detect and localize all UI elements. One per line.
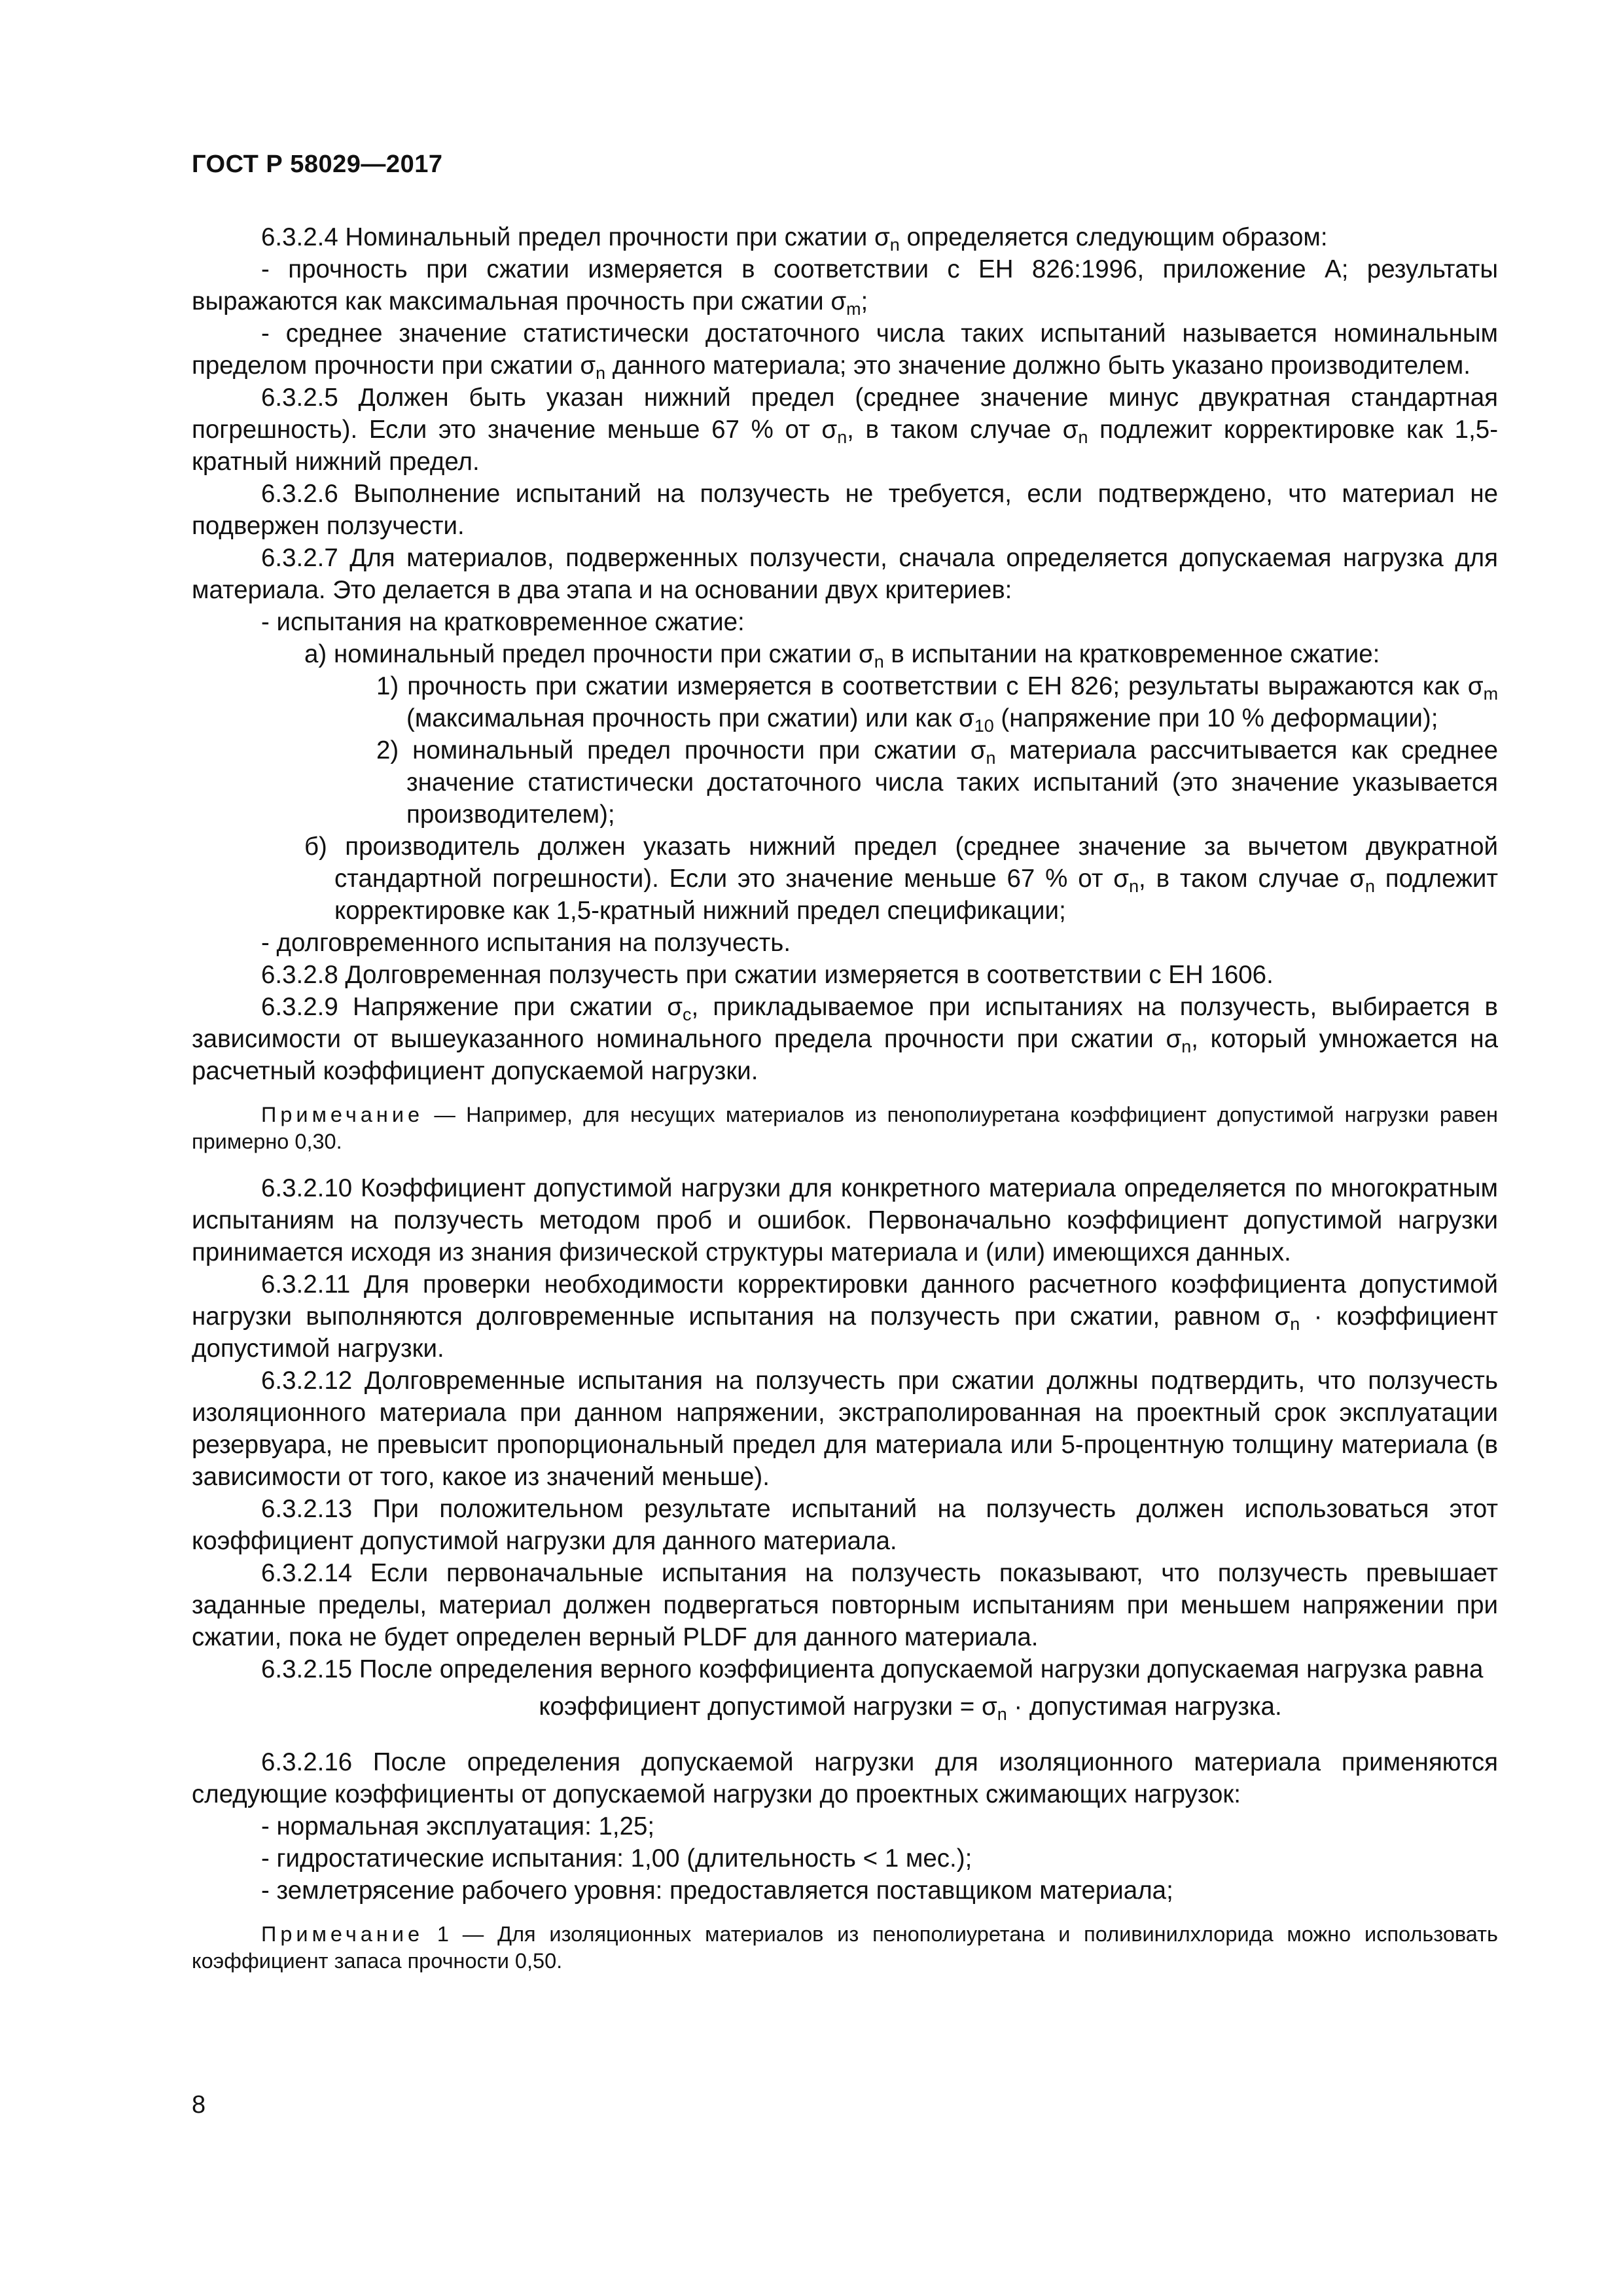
paragraph-6-3-2-12: 6.3.2.12 Долговременные испытания на ползучесть при сжатии должны подтвердить, что ползучесть изоляционного материала при данном напряжении, экстраполированная на проектный срок эксплуатации резервуара, не превысит пропорциональный предел для материала или 5-процентную толщину материала (в зависимости от того, какое из значений меньше). [192, 1367, 1498, 1491]
note-2: Примечание 1 — Для изоляционных материалов из пенополиуретана и поливинилхлорида можно использовать коэффициент запаса прочности 0,50. [192, 1922, 1498, 1973]
list-item-a: а) номинальный предел прочности при сжатии $\sigma_n$ в испытании на кратковременное сжатие: [304, 640, 1380, 672]
paragraph-6-3-2-7: 6.3.2.7 Для материалов, подверженных ползучести, сначала определяется допускаемая нагрузка для материала. Это делается в два этапа и на основании двух критериев: [192, 544, 1498, 604]
sigma-10-symbol: $\sigma_{10}$ [959, 704, 994, 736]
note-label: Примечание [261, 1922, 424, 1946]
document-body [192, 221, 1498, 1992]
paragraph-list-item: - прочность при сжатии измеряется в соответствии с ЕН 826:1996, приложение А; результаты выражаются как максимальная прочность при сжатии $\sigma_m$; [192, 255, 1498, 319]
sigma-n-symbol: $\sigma_n$ [970, 736, 996, 768]
sigma-n-symbol: $\sigma_n$ [981, 1693, 1007, 1725]
sigma-n-symbol: $\sigma_n$ [1113, 865, 1139, 897]
note-label: Примечание [261, 1103, 424, 1126]
paragraph-list-item: - нормальная эксплуатация: 1,25; [261, 1812, 655, 1840]
paragraph-6-3-2-6: 6.3.2.6 Выполнение испытаний на ползучесть не требуется, если подтверждено, что материал не подвержен ползучести. [192, 480, 1498, 540]
sigma-m-symbol: $\sigma_m$ [1467, 672, 1499, 704]
paragraph-list-item: - долговременного испытания на ползучесть. [261, 929, 791, 957]
list-item-2: 2) номинальный предел прочности при сжатии $\sigma_n$ материала рассчитывается как среднее значение статистически достаточного числа таких испытаний (это значение указывается производителем); [376, 736, 1498, 829]
page-number: 8 [192, 2091, 206, 2119]
paragraph-6-3-2-10: 6.3.2.10 Коэффициент допустимой нагрузки для конкретного материала определяется по многократным испытаниям на ползучесть методом проб и ошибок. Первоначально коэффициент допустимой нагрузки принимается исходя из знания физической структуры материала и (или) имеющихся данных. [192, 1174, 1498, 1266]
paragraph-list-item: - землетрясение рабочего уровня: предоставляется поставщиком материала; [261, 1876, 1173, 1905]
paragraph-6-3-2-9: 6.3.2.9 Напряжение при сжатии $\sigma_c$, прикладываемое при испытаниях на ползучесть, выбирается в зависимости от вышеуказанного номинального предела прочности при сжатии $\sigma_n$, который умножается на расчетный коэффициент допускаемой нагрузки. [192, 993, 1498, 1085]
document-header-title: ГОСТ Р 58029—2017 [192, 151, 443, 178]
note-1: Примечание — Например, для несущих материалов из пенополиуретана коэффициент допустимой нагрузки равен примерно 0,30. [192, 1103, 1498, 1153]
sigma-n-symbol: $\sigma_n$ [1274, 1302, 1300, 1335]
sigma-c-symbol: $\sigma_c$ [667, 993, 692, 1025]
sigma-n-symbol: $\sigma_n$ [1349, 865, 1375, 897]
paragraph-list-item: - среднее значение статистически достаточного числа таких испытаний называется номинальным пределом прочности при сжатии $\sigma_n$ данного материала; это значение должно быть указано производителем. [192, 319, 1498, 384]
list-item-1: 1) прочность при сжатии измеряется в соответствии с ЕН 826; результаты выражаются как $\sigma_m$ (максимальная прочность при сжатии) или как $\sigma_{10}$ (напряжение при 10 % деформации); [376, 672, 1499, 736]
formula-allowable-load: коэффициент допустимой нагрузки = $\sigma_n$ · допустимая нагрузка. [539, 1693, 1282, 1725]
sigma-n-symbol: $\sigma_n$ [580, 351, 606, 384]
paragraph-6-3-2-5: 6.3.2.5 Должен быть указан нижний предел (среднее значение минус двукратная стандартная погрешность). Если это значение меньше 67 % от $\sigma_n$, в таком случае $\sigma_n$ подлежит корректировке как 1,5-кратный нижний предел. [192, 384, 1499, 476]
sigma-n-symbol: $\sigma_n$ [874, 223, 900, 255]
sigma-n-symbol: $\sigma_n$ [1166, 1025, 1192, 1057]
list-item-b: б) производитель должен указать нижний предел (среднее значение за вычетом двукратной стандартной погрешности). Если это значение меньше 67 % от $\sigma_n$, в таком случае $\sigma_n$ подлежит корректировке как 1,5-кратный нижний предел спецификации; [304, 833, 1499, 925]
paragraph-list-item: - гидростатические испытания: 1,00 (длительность < 1 мес.); [261, 1844, 972, 1873]
paragraph-6-3-2-11: 6.3.2.11 Для проверки необходимости корректировки данного расчетного коэффициента допустимой нагрузки выполняются долговременные испытания на ползучесть при сжатии, равном $\sigma_n$ · коэффициент допустимой нагрузки. [192, 1270, 1498, 1363]
paragraph-list-item: - испытания на кратковременное сжатие: [261, 608, 745, 636]
paragraph-6-3-2-15: 6.3.2.15 После определения верного коэффициента допускаемой нагрузки допускаемая нагрузка равна [261, 1655, 1484, 1683]
paragraph-6-3-2-16: 6.3.2.16 После определения допускаемой нагрузки для изоляционного материала применяются следующие коэффициенты от допускаемой нагрузки до проектных сжимающих нагрузок: [192, 1748, 1498, 1808]
sigma-n-symbol: $\sigma_n$ [821, 416, 847, 448]
paragraph-6-3-2-8: 6.3.2.8 Долговременная ползучесть при сжатии измеряется в соответствии с ЕН 1606. [261, 961, 1274, 989]
sigma-n-symbol: $\sigma_n$ [858, 640, 884, 672]
sigma-n-symbol: $\sigma_n$ [1062, 416, 1088, 448]
paragraph-6-3-2-4: 6.3.2.4 Номинальный предел прочности при сжатии $\sigma_n$ определяется следующим образом: [261, 223, 1328, 255]
sigma-m-symbol: $\sigma_m$ [830, 287, 861, 319]
paragraph-6-3-2-14: 6.3.2.14 Если первоначальные испытания на ползучесть показывают, что ползучесть превышает заданные пределы, материал должен подвергаться повторным испытаниям при меньшем напряжении при сжатии, пока не будет определен верный PLDF для данного материала. [192, 1559, 1498, 1651]
paragraph-6-3-2-13: 6.3.2.13 При положительном результате испытаний на ползучесть должен использоваться этот коэффициент допустимой нагрузки для данного материала. [192, 1495, 1498, 1555]
